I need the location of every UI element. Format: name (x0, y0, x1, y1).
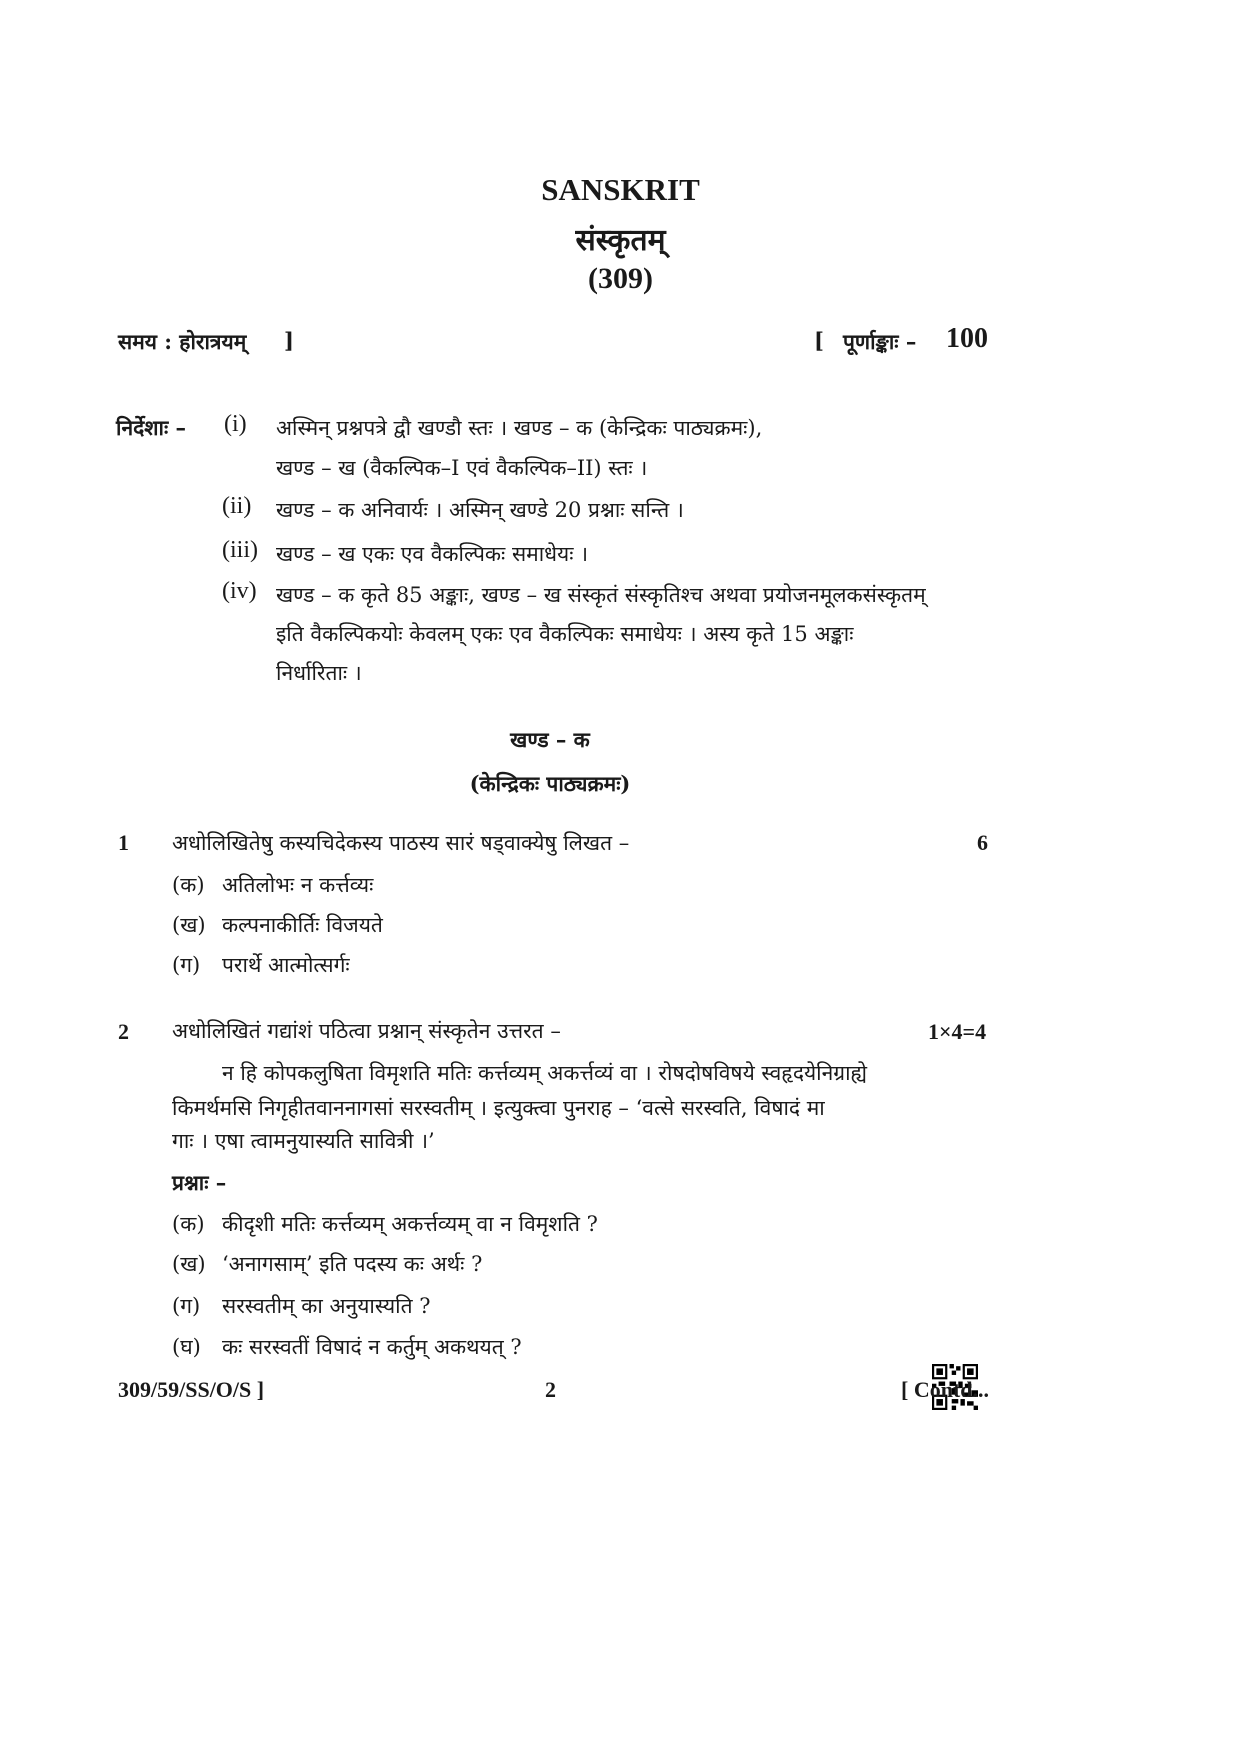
subject-title: SANSKRIT (541, 172, 700, 207)
passage-line: गाः । एषा त्वामनुयास्यति सावित्री ।’ (172, 1129, 435, 1153)
subject-title-sanskrit: संस्कृतम् (575, 223, 666, 258)
question-number: 2 (118, 1019, 129, 1044)
time-bracket: ] (284, 328, 294, 353)
time-label: समय : होरात्रयम् (118, 329, 247, 354)
instruction-num: (iv) (222, 578, 257, 604)
instructions-label: निर्देशाः – (116, 415, 187, 440)
subquestion-label: (घ) (172, 1335, 201, 1359)
instruction-num: (iii) (222, 537, 258, 563)
instruction-line: खण्ड – क कृते 85 अङ्काः, खण्ड – ख संस्कृतं संस्कृतिश्च अथवा प्रयोजनमूलकसंस्कृतम् (276, 583, 926, 607)
question-text: अधोलिखितं गद्यांशं पठित्वा प्रश्नान् संस्कृतेन उत्तरत – (172, 1019, 561, 1043)
questions-label: प्रश्नाः – (172, 1170, 227, 1195)
full-marks-label: पूर्णाङ्काः – (843, 329, 917, 354)
question-marks: 1×4=4 (928, 1019, 987, 1044)
subject-code: (309) (588, 262, 653, 295)
section-title: खण्ड – क (510, 727, 590, 752)
section-subtitle: (केन्द्रिकः पाठ्यक्रमः) (469, 771, 631, 796)
instruction-line: खण्ड – क अनिवार्यः । अस्मिन् खण्डे 20 प्रश्नाः सन्ति । (276, 498, 684, 522)
subquestion-label: (क) (172, 1212, 205, 1236)
full-marks-value: 100 (946, 323, 988, 354)
continued-label: [ Contd... (901, 1377, 990, 1402)
option-text: अतिलोभः न कर्त्तव्यः (222, 873, 374, 897)
marks-bracket: [ (814, 328, 824, 353)
paper-code: 309/59/SS/O/S ] (118, 1377, 265, 1402)
subquestion-label: (ख) (172, 1252, 206, 1276)
option-label: (क) (172, 873, 205, 897)
passage-line: न हि कोपकलुषिता विमृशति मतिः कर्त्तव्यम् अकर्त्तव्यं वा । रोषदोषविषये स्वहृदयेनिग्राह्ये (222, 1061, 868, 1085)
instruction-line: इति वैकल्पिकयोः केवलम् एकः एव वैकल्पिकः समाधेयः । अस्य कृते 15 अङ्काः (276, 622, 854, 646)
subquestion-text: कः सरस्वतीं विषादं न कर्तुम् अकथयत् ? (222, 1335, 522, 1359)
option-text: परार्थे आत्मोत्सर्गः (222, 953, 350, 977)
subquestion-text: सरस्वतीम् का अनुयास्यति ? (222, 1294, 431, 1318)
subquestion-text: ‘अनागसाम्’ इति पदस्य कः अर्थः ? (222, 1252, 483, 1276)
question-number: 1 (118, 830, 129, 855)
instruction-line: अस्मिन् प्रश्नपत्रे द्वौ खण्डौ स्तः । खण्ड – क (केन्द्रिकः पाठ्यक्रमः), (276, 416, 763, 440)
page-number: 2 (545, 1377, 556, 1402)
instruction-num: (i) (224, 411, 247, 437)
passage-line: किमर्थमसि निगृहीतवाननागसां सरस्वतीम् । इत्युक्त्वा पुनराह – ‘वत्से सरस्वति, विषादं मा (172, 1096, 825, 1120)
subquestion-text: कीदृशी मतिः कर्त्तव्यम् अकर्त्तव्यम् वा न विमृशति ? (222, 1212, 598, 1236)
instruction-line: खण्ड – ख (वैकल्पिक–I एवं वैकल्पिक–II) स्तः । (276, 456, 648, 480)
instruction-line: खण्ड – ख एकः एव वैकल्पिकः समाधेयः । (276, 542, 589, 566)
option-label: (ग) (172, 953, 201, 977)
option-text: कल्पनाकीर्तिः विजयते (222, 913, 383, 937)
instruction-num: (ii) (222, 493, 252, 519)
question-text: अधोलिखितेषु कस्यचिदेकस्य पाठस्य सारं षड्वाक्येषु लिखत – (172, 831, 630, 855)
instruction-line: निर्धारिताः । (276, 661, 362, 685)
option-label: (ख) (172, 913, 206, 937)
subquestion-label: (ग) (172, 1294, 201, 1318)
question-marks: 6 (977, 830, 988, 855)
